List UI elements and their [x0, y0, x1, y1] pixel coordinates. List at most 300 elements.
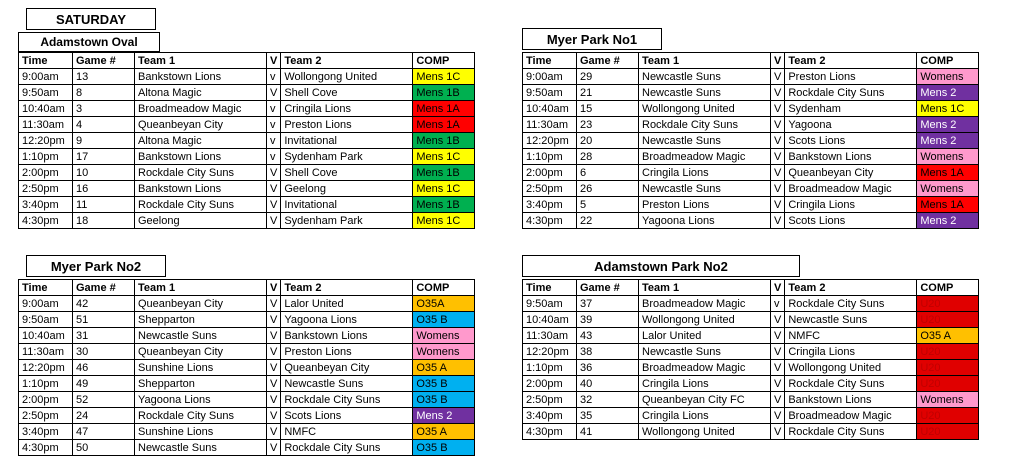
table-row: [19, 85, 475, 101]
cell-team1: Broadmeadow Magic: [639, 296, 771, 312]
cell-competition-badge: Mens 1A: [917, 165, 979, 181]
cell-competition-badge: Mens 1C: [413, 213, 475, 229]
cell-versus: V: [267, 197, 281, 213]
table-header-row: [523, 53, 979, 69]
cell-team1: Rockdale City Suns: [639, 117, 771, 133]
cell-team1: Cringila Lions: [639, 408, 771, 424]
cell-competition-badge: U20: [917, 296, 979, 312]
cell-competition-badge: Womens: [917, 69, 979, 85]
table-row: [523, 117, 979, 133]
col-comp: COMP: [413, 53, 475, 69]
cell-team1: Yagoona Lions: [639, 213, 771, 229]
cell-time: 3:40pm: [19, 197, 73, 213]
cell-team1: Wollongong United: [639, 424, 771, 440]
cell-team2: Scots Lions: [785, 213, 917, 229]
cell-versus: V: [771, 392, 785, 408]
cell-time: 4:30pm: [523, 424, 577, 440]
cell-time: 11:30am: [523, 328, 577, 344]
cell-versus: V: [771, 376, 785, 392]
cell-game-number: 23: [577, 117, 639, 133]
cell-competition-badge: O35 B: [413, 392, 475, 408]
cell-competition-badge: Mens 1B: [413, 133, 475, 149]
cell-time: 12:20pm: [19, 133, 73, 149]
cell-competition-badge: Mens 1C: [413, 181, 475, 197]
cell-team1: Bankstown Lions: [135, 69, 267, 85]
cell-game-number: 16: [73, 181, 135, 197]
cell-game-number: 49: [73, 376, 135, 392]
cell-team1: Sunshine Lions: [135, 360, 267, 376]
cell-competition-badge: O35 B: [413, 376, 475, 392]
cell-team2: Sydenham: [785, 101, 917, 117]
cell-team1: Newcastle Suns: [639, 85, 771, 101]
col-game: Game #: [73, 53, 135, 69]
cell-game-number: 6: [577, 165, 639, 181]
table-row: [19, 392, 475, 408]
table-row: [19, 312, 475, 328]
cell-team2: Geelong: [281, 181, 413, 197]
cell-team2: Newcastle Suns: [281, 376, 413, 392]
cell-versus: V: [771, 149, 785, 165]
table-header-row: [523, 280, 979, 296]
cell-team2: NMFC: [281, 424, 413, 440]
cell-versus: V: [771, 424, 785, 440]
cell-versus: V: [267, 181, 281, 197]
cell-competition-badge: Mens 1A: [413, 117, 475, 133]
cell-team1: Bankstown Lions: [135, 149, 267, 165]
cell-game-number: 17: [73, 149, 135, 165]
table-row: [19, 328, 475, 344]
cell-game-number: 10: [73, 165, 135, 181]
cell-time: 9:00am: [19, 296, 73, 312]
col-game: Game #: [577, 53, 639, 69]
cell-competition-badge: O35A: [413, 296, 475, 312]
col-v: V: [267, 280, 281, 296]
cell-game-number: 15: [577, 101, 639, 117]
cell-team1: Rockdale City Suns: [135, 408, 267, 424]
cell-time: 10:40am: [523, 101, 577, 117]
cell-versus: V: [771, 181, 785, 197]
cell-versus: v: [267, 69, 281, 85]
col-team2: Team 2: [281, 53, 413, 69]
cell-competition-badge: U20: [917, 408, 979, 424]
table-row: [19, 117, 475, 133]
table-row: [523, 408, 979, 424]
table-row: [523, 360, 979, 376]
cell-game-number: 41: [577, 424, 639, 440]
cell-game-number: 36: [577, 360, 639, 376]
cell-time: 4:30pm: [19, 213, 73, 229]
cell-team1: Broadmeadow Magic: [639, 149, 771, 165]
cell-team2: Bankstown Lions: [281, 328, 413, 344]
cell-team1: Wollongong United: [639, 312, 771, 328]
cell-time: 9:50am: [19, 312, 73, 328]
table-row: [523, 344, 979, 360]
cell-competition-badge: O35 B: [413, 312, 475, 328]
block-adamstown-park-no2: [522, 255, 979, 440]
cell-competition-badge: U20: [917, 344, 979, 360]
table-body: [19, 296, 475, 456]
table-row: [523, 376, 979, 392]
cell-team1: Preston Lions: [639, 197, 771, 213]
table-header-row: [19, 280, 475, 296]
cell-team2: Cringila Lions: [785, 344, 917, 360]
cell-game-number: 11: [73, 197, 135, 213]
cell-competition-badge: Womens: [917, 149, 979, 165]
cell-team2: Rockdale City Suns: [281, 392, 413, 408]
table-row: [19, 440, 475, 456]
cell-time: 11:30am: [19, 344, 73, 360]
cell-game-number: 51: [73, 312, 135, 328]
cell-competition-badge: U20: [917, 376, 979, 392]
cell-time: 10:40am: [523, 312, 577, 328]
cell-team1: Newcastle Suns: [639, 133, 771, 149]
cell-versus: V: [267, 440, 281, 456]
cell-time: 2:00pm: [523, 165, 577, 181]
cell-competition-badge: Mens 1B: [413, 197, 475, 213]
cell-team2: Queanbeyan City: [785, 165, 917, 181]
cell-competition-badge: O35 A: [413, 360, 475, 376]
cell-competition-badge: Mens 2: [413, 408, 475, 424]
cell-time: 2:50pm: [523, 181, 577, 197]
venue-title-adamstown-park-no2: Adamstown Park No2: [522, 255, 800, 277]
cell-time: 10:40am: [19, 328, 73, 344]
cell-versus: v: [771, 296, 785, 312]
col-team2: Team 2: [785, 280, 917, 296]
cell-competition-badge: U20: [917, 360, 979, 376]
cell-team2: Wollongong United: [785, 360, 917, 376]
cell-team1: Cringila Lions: [639, 165, 771, 181]
cell-versus: V: [771, 101, 785, 117]
cell-team2: Yagoona: [785, 117, 917, 133]
schedule-table-myer-park-no2: [18, 279, 475, 456]
table-body: [19, 69, 475, 229]
cell-team2: Preston Lions: [281, 117, 413, 133]
cell-team1: Queanbeyan City: [135, 296, 267, 312]
cell-competition-badge: Mens 2: [917, 213, 979, 229]
cell-team1: Lalor United: [639, 328, 771, 344]
cell-team2: Yagoona Lions: [281, 312, 413, 328]
cell-competition-badge: Mens 2: [917, 117, 979, 133]
table-row: [19, 69, 475, 85]
cell-game-number: 28: [577, 149, 639, 165]
col-team1: Team 1: [135, 53, 267, 69]
cell-team1: Newcastle Suns: [639, 69, 771, 85]
cell-team2: Rockdale City Suns: [785, 296, 917, 312]
cell-versus: V: [771, 328, 785, 344]
cell-competition-badge: O35 A: [413, 424, 475, 440]
col-v: V: [267, 53, 281, 69]
col-time: Time: [19, 53, 73, 69]
table-row: [523, 392, 979, 408]
cell-time: 12:20pm: [523, 133, 577, 149]
cell-team1: Shepparton: [135, 376, 267, 392]
col-game: Game #: [73, 280, 135, 296]
cell-team1: Broadmeadow Magic: [639, 360, 771, 376]
table-row: [19, 344, 475, 360]
cell-competition-badge: Mens 1C: [413, 149, 475, 165]
schedule-table-adamstown-oval: [18, 52, 475, 229]
cell-game-number: 32: [577, 392, 639, 408]
table-row: [19, 296, 475, 312]
cell-team2: Rockdale City Suns: [785, 424, 917, 440]
table-row: [523, 424, 979, 440]
table-row: [19, 165, 475, 181]
cell-time: 2:50pm: [19, 181, 73, 197]
cell-game-number: 26: [577, 181, 639, 197]
cell-competition-badge: Womens: [917, 392, 979, 408]
cell-competition-badge: Mens 2: [917, 133, 979, 149]
cell-competition-badge: Womens: [413, 344, 475, 360]
cell-team1: Queanbeyan City: [135, 344, 267, 360]
col-comp: COMP: [413, 280, 475, 296]
cell-versus: V: [771, 408, 785, 424]
table-row: [19, 376, 475, 392]
table-row: [523, 296, 979, 312]
table-row: [19, 181, 475, 197]
cell-competition-badge: U20: [917, 424, 979, 440]
col-game: Game #: [577, 280, 639, 296]
cell-time: 9:50am: [523, 296, 577, 312]
cell-competition-badge: O35 A: [917, 328, 979, 344]
cell-game-number: 4: [73, 117, 135, 133]
cell-team1: Newcastle Suns: [639, 181, 771, 197]
table-row: [523, 149, 979, 165]
table-row: [523, 197, 979, 213]
cell-versus: V: [771, 133, 785, 149]
cell-game-number: 42: [73, 296, 135, 312]
cell-time: 1:10pm: [523, 360, 577, 376]
cell-time: 1:10pm: [19, 149, 73, 165]
cell-versus: V: [267, 360, 281, 376]
cell-versus: V: [771, 213, 785, 229]
col-time: Time: [19, 280, 73, 296]
cell-competition-badge: Mens 1B: [413, 85, 475, 101]
col-v: V: [771, 280, 785, 296]
cell-team1: Sunshine Lions: [135, 424, 267, 440]
cell-team2: Bankstown Lions: [785, 392, 917, 408]
cell-versus: V: [267, 213, 281, 229]
cell-competition-badge: Mens 1A: [413, 101, 475, 117]
cell-time: 12:20pm: [19, 360, 73, 376]
cell-team2: Scots Lions: [281, 408, 413, 424]
cell-time: 2:50pm: [523, 392, 577, 408]
cell-time: 2:00pm: [523, 376, 577, 392]
cell-team2: Scots Lions: [785, 133, 917, 149]
cell-versus: v: [267, 133, 281, 149]
cell-versus: V: [771, 165, 785, 181]
cell-versus: V: [267, 85, 281, 101]
cell-game-number: 5: [577, 197, 639, 213]
table-row: [523, 328, 979, 344]
col-time: Time: [523, 53, 577, 69]
cell-team1: Rockdale City Suns: [135, 165, 267, 181]
cell-team2: Cringila Lions: [281, 101, 413, 117]
col-team1: Team 1: [639, 280, 771, 296]
table-row: [523, 69, 979, 85]
cell-time: 3:40pm: [523, 197, 577, 213]
cell-time: 4:30pm: [19, 440, 73, 456]
table-row: [19, 101, 475, 117]
schedule-table-myer-park-no1: [522, 52, 979, 229]
cell-game-number: 24: [73, 408, 135, 424]
cell-team2: Sydenham Park: [281, 149, 413, 165]
cell-team2: Cringila Lions: [785, 197, 917, 213]
cell-team1: Geelong: [135, 213, 267, 229]
table-row: [19, 424, 475, 440]
table-row: [523, 181, 979, 197]
cell-game-number: 22: [577, 213, 639, 229]
cell-time: 9:50am: [523, 85, 577, 101]
cell-time: 11:30am: [523, 117, 577, 133]
col-team2: Team 2: [785, 53, 917, 69]
cell-versus: V: [771, 360, 785, 376]
cell-game-number: 46: [73, 360, 135, 376]
table-row: [523, 85, 979, 101]
cell-versus: V: [267, 296, 281, 312]
cell-time: 9:00am: [523, 69, 577, 85]
cell-versus: V: [267, 376, 281, 392]
cell-team1: Shepparton: [135, 312, 267, 328]
venue-title-myer-park-no1: Myer Park No1: [522, 28, 662, 50]
cell-versus: V: [267, 424, 281, 440]
cell-game-number: 35: [577, 408, 639, 424]
cell-team2: Rockdale City Suns: [281, 440, 413, 456]
cell-time: 3:40pm: [19, 424, 73, 440]
venue-title-adamstown-oval: Adamstown Oval: [18, 32, 160, 52]
cell-game-number: 43: [577, 328, 639, 344]
cell-team2: Lalor United: [281, 296, 413, 312]
block-adamstown-oval: [18, 8, 475, 229]
table-row: [19, 149, 475, 165]
cell-team2: Rockdale City Suns: [785, 376, 917, 392]
table-row: [19, 360, 475, 376]
cell-team1: Altona Magic: [135, 133, 267, 149]
cell-time: 11:30am: [19, 117, 73, 133]
table-row: [523, 213, 979, 229]
cell-versus: V: [771, 85, 785, 101]
cell-game-number: 38: [577, 344, 639, 360]
cell-game-number: 8: [73, 85, 135, 101]
cell-competition-badge: Mens 1B: [413, 165, 475, 181]
table-row: [19, 408, 475, 424]
table-header-row: [19, 53, 475, 69]
cell-team1: Newcastle Suns: [639, 344, 771, 360]
cell-team1: Cringila Lions: [639, 376, 771, 392]
cell-team2: NMFC: [785, 328, 917, 344]
cell-game-number: 52: [73, 392, 135, 408]
col-comp: COMP: [917, 53, 979, 69]
cell-team1: Rockdale City Suns: [135, 197, 267, 213]
cell-team1: Queanbeyan City FC: [639, 392, 771, 408]
cell-versus: V: [771, 69, 785, 85]
cell-game-number: 21: [577, 85, 639, 101]
cell-time: 10:40am: [19, 101, 73, 117]
cell-game-number: 18: [73, 213, 135, 229]
cell-time: 12:20pm: [523, 344, 577, 360]
cell-game-number: 39: [577, 312, 639, 328]
cell-game-number: 3: [73, 101, 135, 117]
cell-competition-badge: Womens: [917, 181, 979, 197]
table-row: [523, 101, 979, 117]
venue-title-myer-park-no2: Myer Park No2: [26, 255, 166, 277]
table-row: [19, 133, 475, 149]
cell-versus: v: [267, 101, 281, 117]
cell-versus: V: [267, 165, 281, 181]
cell-team1: Yagoona Lions: [135, 392, 267, 408]
schedule-table-adamstown-park-no2: [522, 279, 979, 440]
col-team1: Team 1: [639, 53, 771, 69]
cell-team2: Shell Cove: [281, 85, 413, 101]
col-v: V: [771, 53, 785, 69]
cell-team1: Newcastle Suns: [135, 440, 267, 456]
block-myer-park-no1: [522, 28, 979, 229]
cell-versus: v: [267, 117, 281, 133]
cell-team1: Altona Magic: [135, 85, 267, 101]
cell-time: 2:00pm: [19, 165, 73, 181]
cell-team2: Rockdale City Suns: [785, 85, 917, 101]
cell-game-number: 9: [73, 133, 135, 149]
cell-team2: Shell Cove: [281, 165, 413, 181]
cell-team2: Sydenham Park: [281, 213, 413, 229]
cell-team1: Newcastle Suns: [135, 328, 267, 344]
cell-team1: Wollongong United: [639, 101, 771, 117]
cell-versus: V: [267, 344, 281, 360]
col-team2: Team 2: [281, 280, 413, 296]
table-row: [523, 312, 979, 328]
cell-versus: V: [267, 392, 281, 408]
cell-team1: Bankstown Lions: [135, 181, 267, 197]
cell-team2: Queanbeyan City: [281, 360, 413, 376]
cell-team2: Broadmeadow Magic: [785, 408, 917, 424]
cell-time: 2:50pm: [19, 408, 73, 424]
cell-versus: V: [771, 312, 785, 328]
cell-team2: Invitational: [281, 197, 413, 213]
cell-competition-badge: U20: [917, 312, 979, 328]
cell-team2: Preston Lions: [281, 344, 413, 360]
cell-versus: V: [771, 344, 785, 360]
cell-time: 2:00pm: [19, 392, 73, 408]
cell-game-number: 20: [577, 133, 639, 149]
table-row: [19, 213, 475, 229]
cell-versus: V: [771, 117, 785, 133]
day-title: SATURDAY: [26, 8, 156, 30]
cell-competition-badge: Mens 2: [917, 85, 979, 101]
cell-versus: V: [267, 328, 281, 344]
cell-versus: V: [771, 197, 785, 213]
cell-team1: Queanbeyan City: [135, 117, 267, 133]
cell-versus: v: [267, 149, 281, 165]
table-row: [19, 197, 475, 213]
table-body: [523, 69, 979, 229]
cell-competition-badge: O35 B: [413, 440, 475, 456]
block-myer-park-no2: [18, 255, 475, 456]
cell-game-number: 29: [577, 69, 639, 85]
cell-time: 4:30pm: [523, 213, 577, 229]
table-body: [523, 296, 979, 440]
cell-time: 1:10pm: [19, 376, 73, 392]
cell-team2: Wollongong United: [281, 69, 413, 85]
cell-game-number: 40: [577, 376, 639, 392]
cell-game-number: 37: [577, 296, 639, 312]
table-row: [523, 133, 979, 149]
table-row: [523, 165, 979, 181]
cell-time: 9:00am: [19, 69, 73, 85]
cell-team2: Preston Lions: [785, 69, 917, 85]
cell-game-number: 47: [73, 424, 135, 440]
cell-time: 3:40pm: [523, 408, 577, 424]
cell-competition-badge: Womens: [413, 328, 475, 344]
cell-team2: Broadmeadow Magic: [785, 181, 917, 197]
